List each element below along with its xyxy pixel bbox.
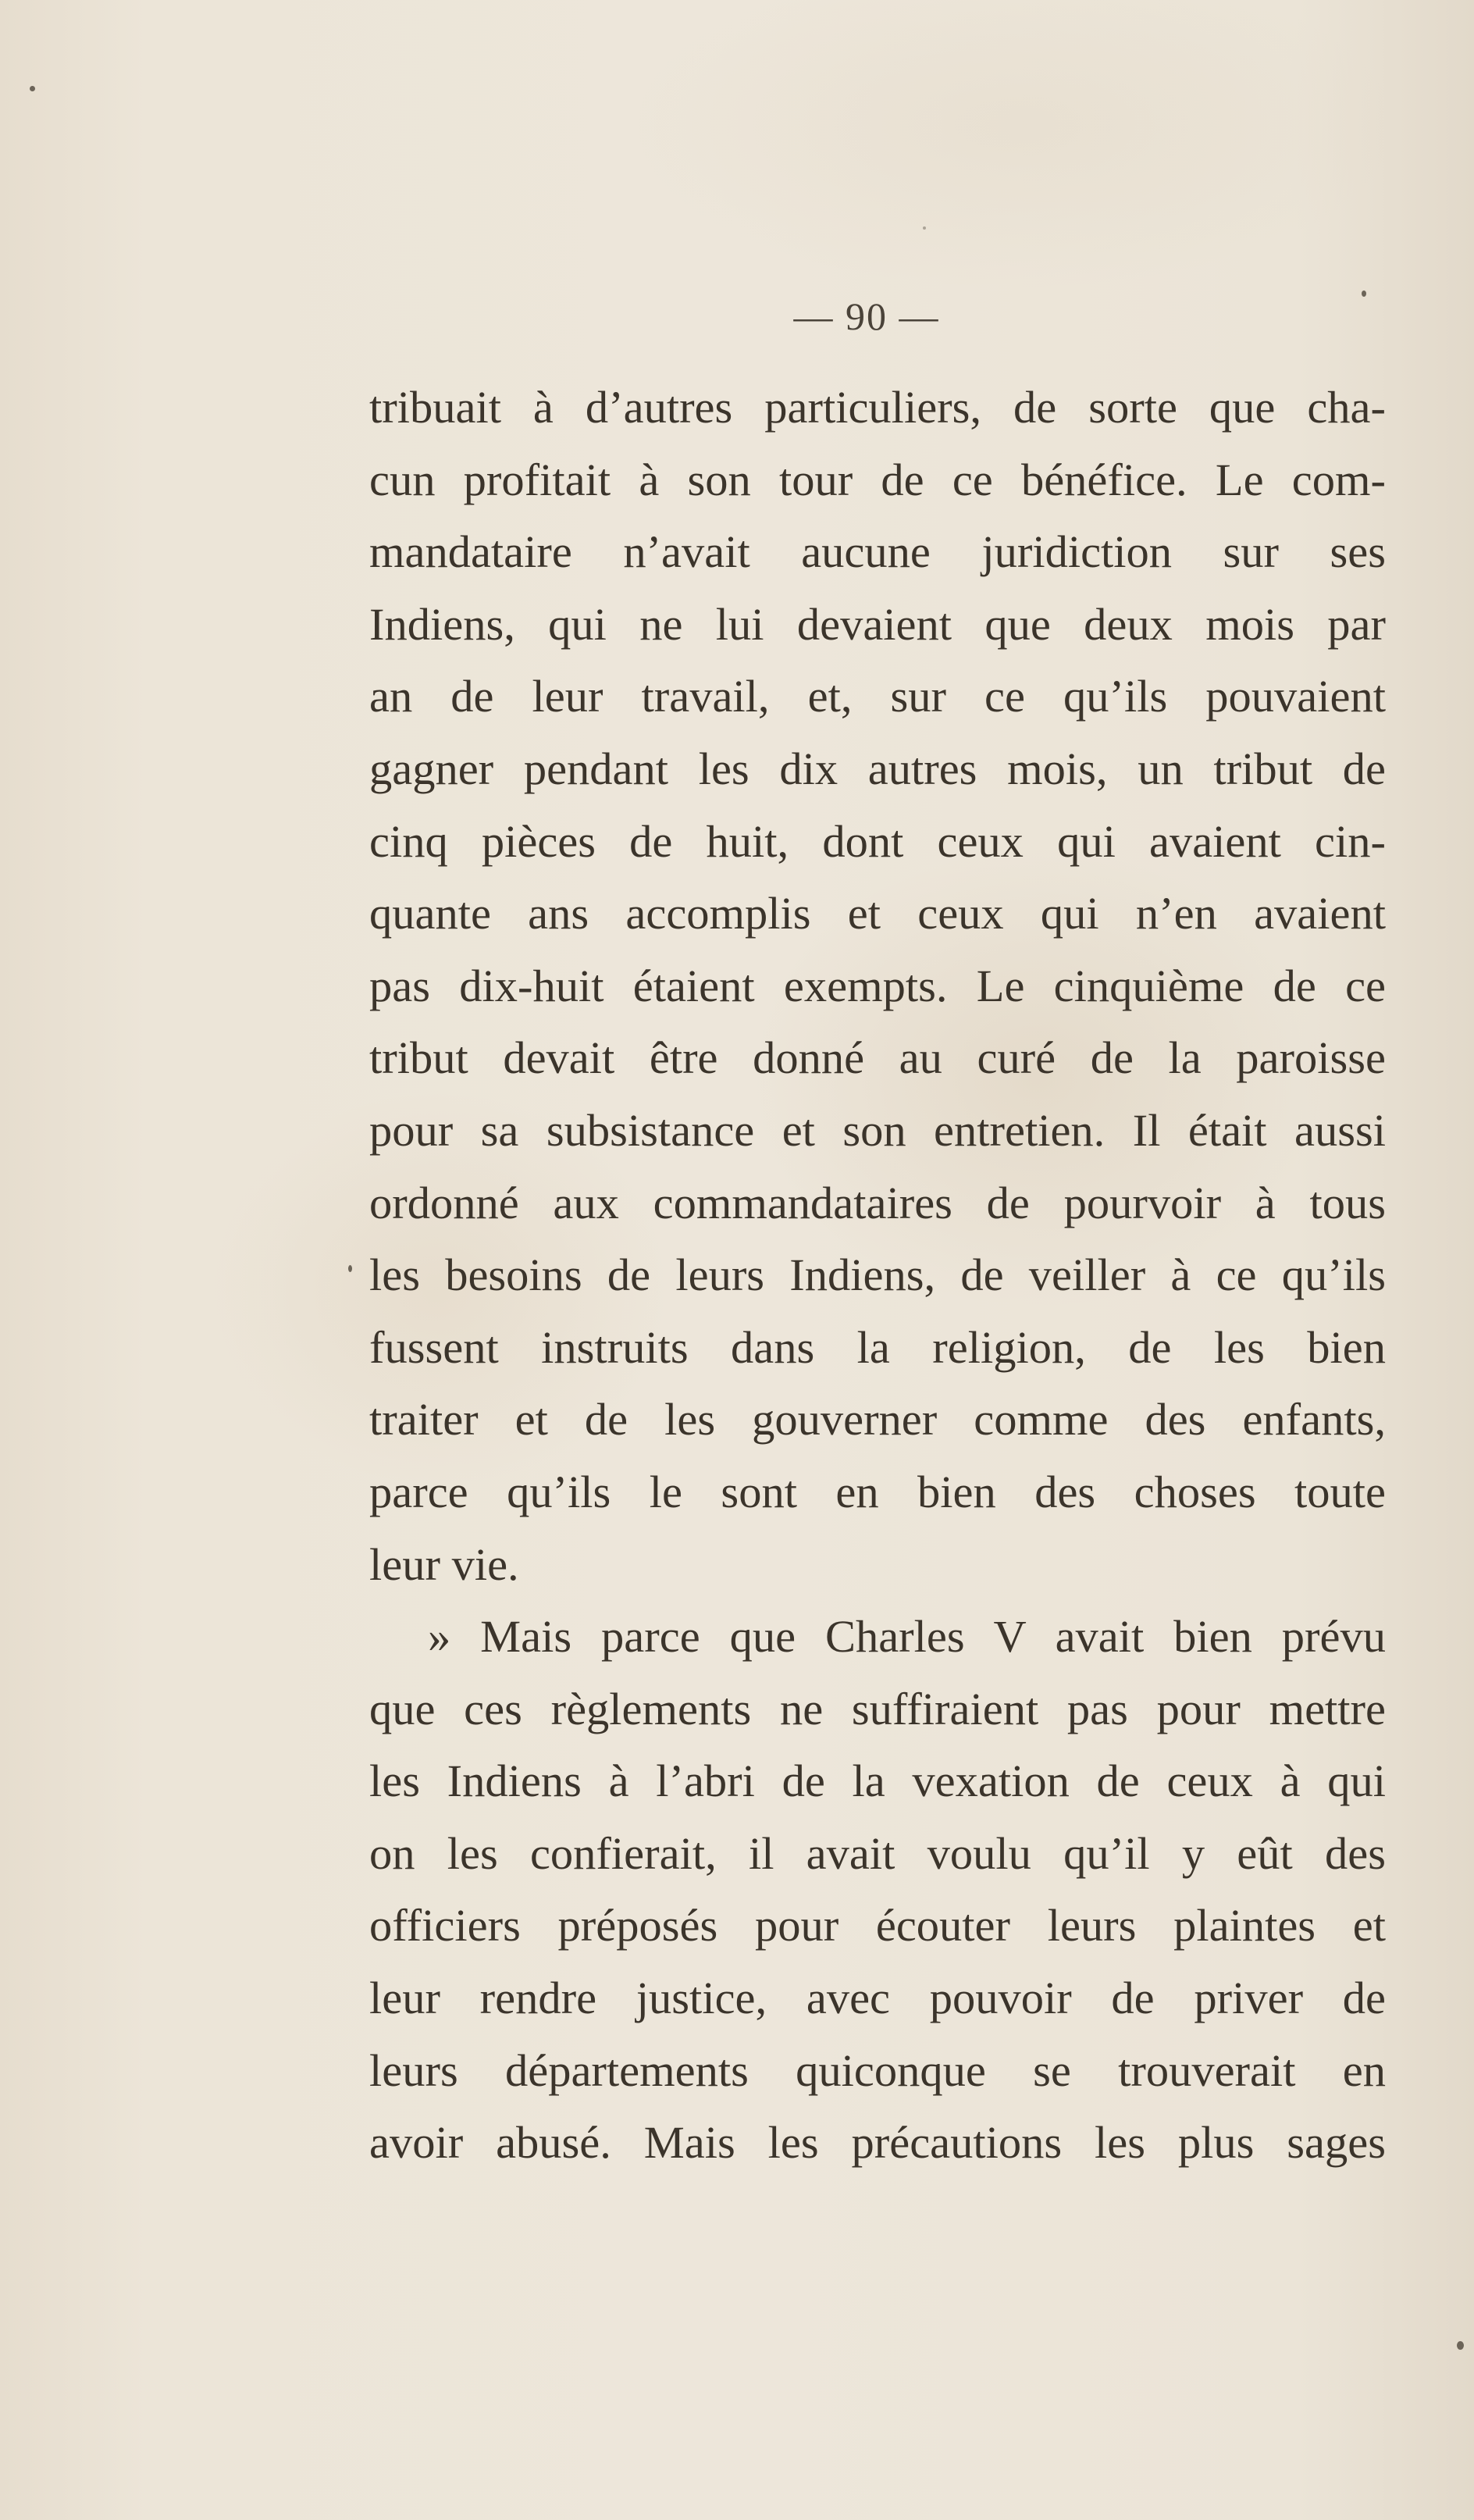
text-line: tribuait à d’autres particuliers, de sorte que cha-: [369, 382, 1386, 433]
text-line: quante ans accomplis et ceux qui n’en avaient: [369, 888, 1386, 939]
text-line-paragraph-start: » Mais parce que Charles V avait bien prévu: [428, 1611, 1386, 1663]
paper-speck: [348, 1265, 352, 1272]
paper-speck: [1457, 2341, 1464, 2350]
text-line: an de leur travail, et, sur ce qu’ils pouvaient: [369, 671, 1386, 722]
text-line: leur rendre justice, avec pouvoir de priver de: [369, 1973, 1386, 2024]
text-line: cinq pièces de huit, dont ceux qui avaient cin-: [369, 815, 1386, 867]
text-line: tribut devait être donné au curé de la paroisse: [369, 1032, 1386, 1084]
body-text: [369, 372, 1386, 2180]
paper-speck: [923, 226, 926, 230]
text-line: avoir abusé. Mais les précautions les plus sages: [369, 2117, 1386, 2169]
text-line: ordonné aux commandataires de pourvoir à tous: [369, 1177, 1386, 1228]
page-number: — 90 —: [793, 294, 940, 338]
text-line: pour sa subsistance et son entretien. Il était aussi: [369, 1104, 1386, 1156]
text-line: les Indiens à l’abri de la vexation de ceux à qui: [369, 1755, 1386, 1807]
text-line: leurs départements quiconque se trouverait en: [369, 2044, 1386, 2096]
text-line-paragraph-end: leur vie.: [369, 1538, 519, 1590]
text-line: traiter et de les gouverner comme des enfants,: [369, 1394, 1386, 1445]
text-line: que ces règlements ne suffiraient pas pour mettre: [369, 1683, 1386, 1734]
text-line: gagner pendant les dix autres mois, un tribut de: [369, 743, 1386, 794]
paper-speck: [1362, 290, 1366, 297]
text-line: les besoins de leurs Indiens, de veiller à ce qu’ils: [369, 1249, 1386, 1301]
paper-speck: [30, 86, 35, 91]
text-line: officiers préposés pour écouter leurs plaintes et: [369, 1900, 1386, 1951]
text-line: on les confierait, il avait voulu qu’il y eût des: [369, 1827, 1386, 1879]
text-line: parce qu’ils le sont en bien des choses toute: [369, 1466, 1386, 1517]
text-line: mandataire n’avait aucune juridiction sur ses: [369, 526, 1386, 578]
text-line: Indiens, qui ne lui devaient que deux mois par: [369, 598, 1386, 650]
text-line: pas dix-huit étaient exempts. Le cinquième de ce: [369, 960, 1386, 1011]
text-line: fussent instruits dans la religion, de les bien: [369, 1321, 1386, 1373]
text-line: cun profitait à son tour de ce bénéfice. Le com-: [369, 454, 1386, 505]
